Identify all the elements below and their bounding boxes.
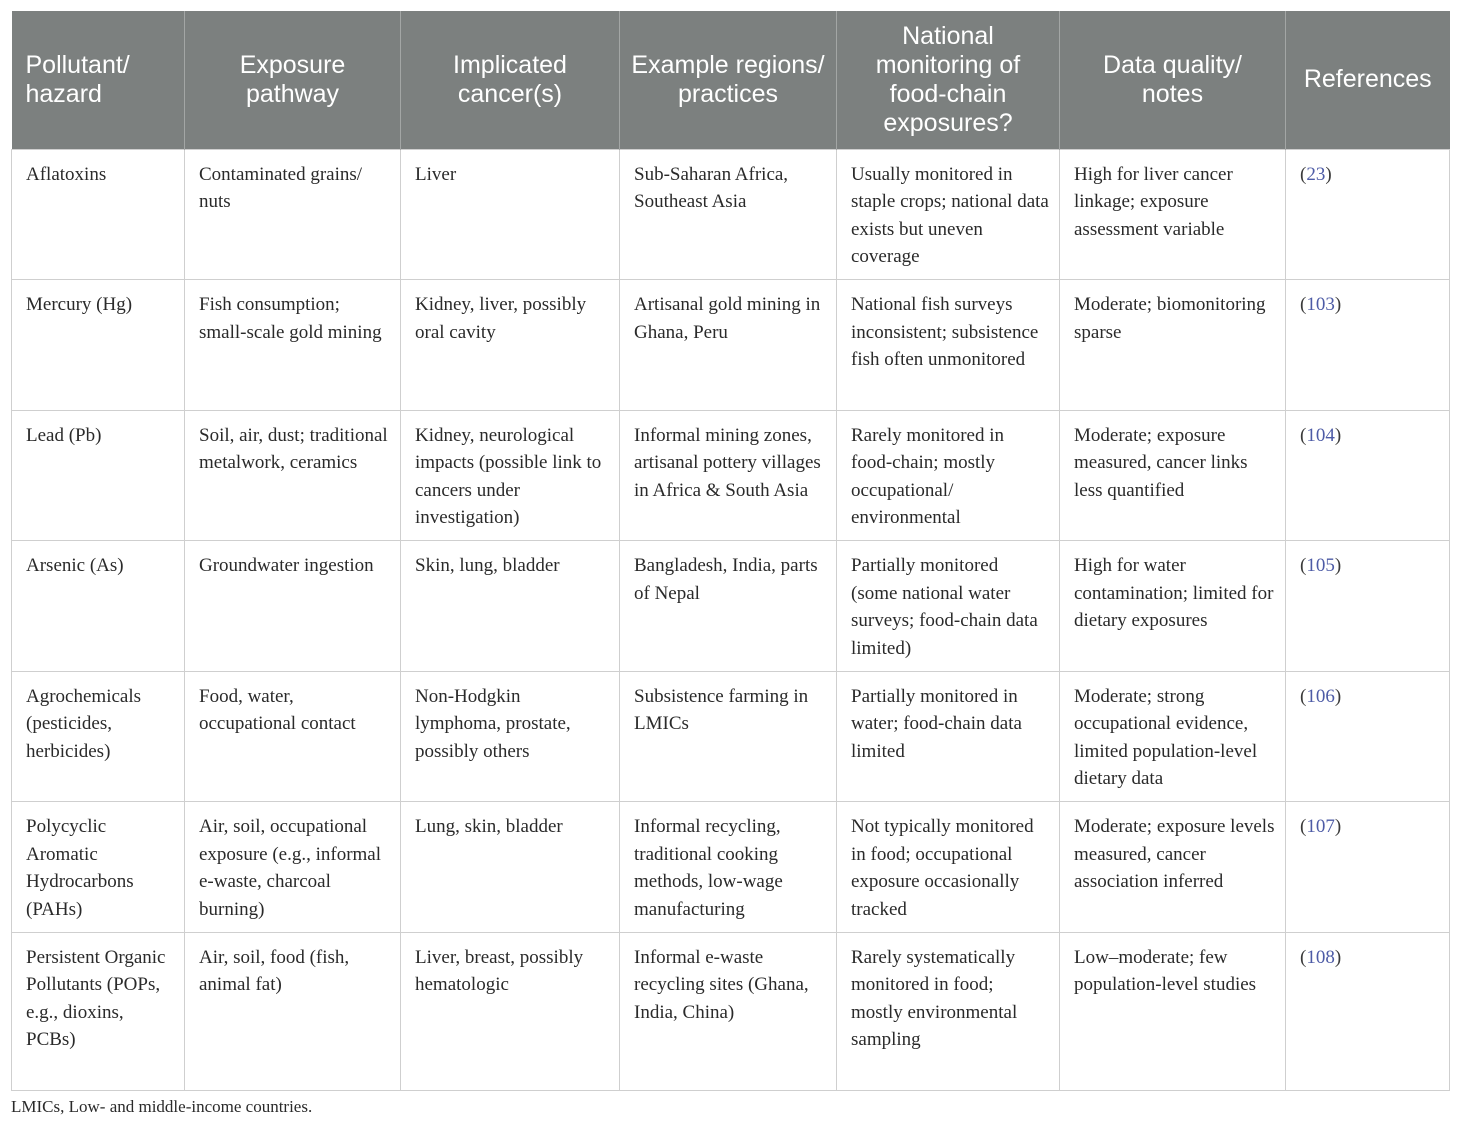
cell-cancers: Lung, skin, bladder	[401, 802, 620, 933]
reference-link[interactable]: 103	[1306, 294, 1335, 315]
table-row	[12, 410, 1450, 541]
cell-pathway: Air, soil, food (fish, animal fat)	[185, 932, 401, 1090]
pollutant-table	[11, 11, 1450, 1091]
table-row	[12, 541, 1450, 672]
cell-pathway: Groundwater ingestion	[185, 541, 401, 672]
reference-link[interactable]: 106	[1306, 685, 1335, 707]
cell-pathway: Soil, air, dust; traditional metalwork, ceramics	[185, 410, 401, 541]
header-pollutant: Pollutant/ hazard	[12, 11, 185, 149]
cell-regions: Sub-Saharan Africa, Southeast Asia	[620, 149, 837, 280]
cell-regions: Bangladesh, India, parts of Nepal	[620, 541, 837, 672]
cell-monitoring: Usually monitored in staple crops; national data exists but uneven coverage	[837, 149, 1060, 280]
header-cancers: Implicated cancer(s)	[401, 11, 620, 149]
cell-monitoring: Partially monitored (some national water surveys; food-chain data limited)	[837, 541, 1060, 672]
cell-pollutant: Persistent Organic Pollutants (POPs, e.g., dioxins, PCBs)	[12, 932, 185, 1090]
pollutant-table-container	[11, 11, 1449, 1091]
cell-quality: Moderate; strong occupational evidence, limited population-level dietary data	[1060, 671, 1286, 802]
table-row	[12, 932, 1450, 1090]
cell-monitoring: Rarely systematically monitored in food; mostly environmental sampling	[837, 932, 1060, 1090]
cell-regions: Informal e-waste recycling sites (Ghana, India, China)	[620, 932, 837, 1090]
header-references: References	[1286, 11, 1450, 149]
header-quality: Data quality/ notes	[1060, 11, 1286, 149]
cell-quality: High for water contamination; limited for dietary exposures	[1060, 541, 1286, 672]
cell-pollutant: Agrochemicals (pesticides, herbicides)	[12, 671, 185, 802]
cell-quality: Moderate; exposure measured, cancer links less quantified	[1060, 410, 1286, 541]
cell-monitoring: Not typically monitored in food; occupational exposure occasionally tracked	[837, 802, 1060, 933]
reference-link[interactable]: 23	[1306, 163, 1326, 185]
cell-quality: Low–moderate; few population-level studies	[1060, 932, 1286, 1090]
cell-pathway: Contaminated grains/ nuts	[185, 149, 401, 280]
table-footnote: LMICs, Low- and middle-income countries.	[11, 1097, 313, 1116]
cell-cancers: Skin, lung, bladder	[401, 541, 620, 672]
cell-cancers: Kidney, liver, possibly oral cavity	[401, 280, 620, 411]
cell-reference: (105)	[1286, 541, 1450, 672]
cell-pollutant: Mercury (Hg)	[12, 280, 185, 411]
cell-regions: Subsistence farming in LMICs	[620, 671, 837, 802]
header-pathway: Exposure pathway	[185, 11, 401, 149]
cell-pathway: Air, soil, occupational exposure (e.g., informal e-waste, charcoal burning)	[185, 802, 401, 933]
cell-reference: (108)	[1286, 932, 1450, 1090]
table-row	[12, 280, 1450, 411]
cell-regions: Informal mining zones, artisanal pottery villages in Africa & South Asia	[620, 410, 837, 541]
reference-link[interactable]: 108	[1306, 946, 1335, 968]
cell-cancers: Liver	[401, 149, 620, 280]
cell-quality: Moderate; biomonitoring sparse	[1060, 280, 1286, 411]
cell-reference: (103)	[1286, 280, 1450, 411]
cell-pollutant: Lead (Pb)	[12, 410, 185, 541]
reference-link[interactable]: 104	[1306, 424, 1335, 446]
cell-cancers: Kidney, neurological impacts (possible link to cancers under investigation)	[401, 410, 620, 541]
cell-regions: Informal recycling, traditional cooking methods, low-wage manufacturing	[620, 802, 837, 933]
cell-pollutant: Arsenic (As)	[12, 541, 185, 672]
reference-link[interactable]: 107	[1306, 816, 1335, 837]
reference-link[interactable]: 105	[1306, 555, 1335, 576]
cell-cancers: Non-Hodgkin lymphoma, prostate, possibly others	[401, 671, 620, 802]
cell-reference: (104)	[1286, 410, 1450, 541]
cell-quality: High for liver cancer linkage; exposure assessment variable	[1060, 149, 1286, 280]
cell-cancers: Liver, breast, possibly hematologic	[401, 932, 620, 1090]
header-row	[12, 11, 1450, 149]
cell-reference: (23)	[1286, 149, 1450, 280]
cell-regions: Artisanal gold mining in Ghana, Peru	[620, 280, 837, 411]
cell-pathway: Fish consumption; small-scale gold mining	[185, 280, 401, 411]
cell-monitoring: Partially monitored in water; food-chain data limited	[837, 671, 1060, 802]
cell-pollutant: Polycyclic Aromatic Hydrocarbons (PAHs)	[12, 802, 185, 933]
table-row	[12, 149, 1450, 280]
cell-quality: Moderate; exposure levels measured, cancer association inferred	[1060, 802, 1286, 933]
cell-reference: (106)	[1286, 671, 1450, 802]
cell-monitoring: National fish surveys inconsistent; subsistence fish often unmonitored	[837, 280, 1060, 411]
table-row	[12, 671, 1450, 802]
cell-monitoring: Rarely monitored in food-chain; mostly occupational/ environmental	[837, 410, 1060, 541]
cell-reference: (107)	[1286, 802, 1450, 933]
header-monitoring: National monitoring of food-chain exposures?	[837, 11, 1060, 149]
header-regions: Example regions/ practices	[620, 11, 837, 149]
table-row	[12, 802, 1450, 933]
cell-pathway: Food, water, occupational contact	[185, 671, 401, 802]
cell-pollutant: Aflatoxins	[12, 149, 185, 280]
